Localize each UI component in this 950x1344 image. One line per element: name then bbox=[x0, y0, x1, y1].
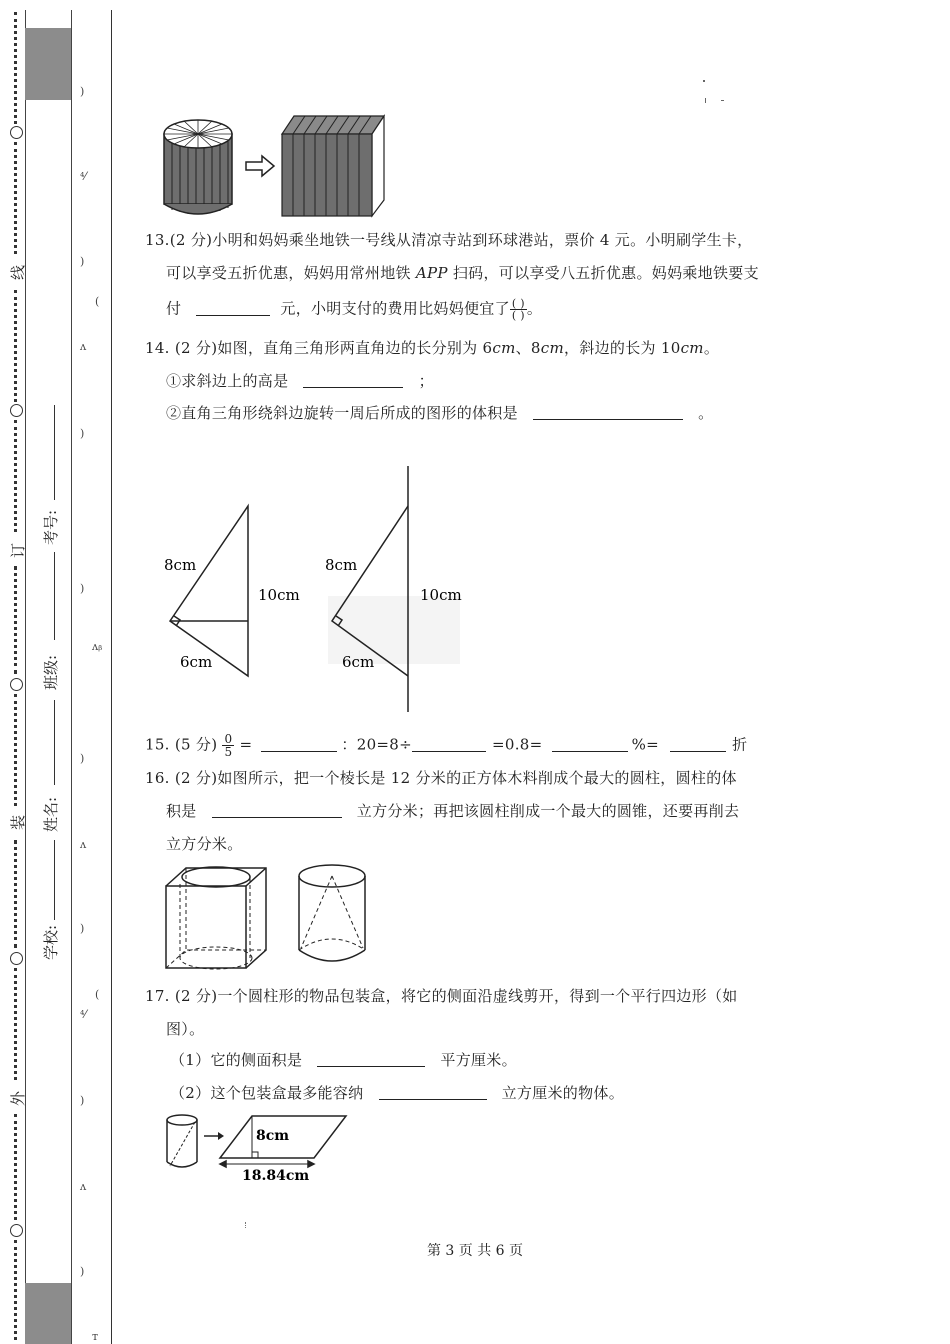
arrow-icon bbox=[204, 1132, 224, 1140]
label-height-8cm: 8cm bbox=[256, 1128, 290, 1144]
label-10cm-left: 10cm bbox=[258, 586, 300, 604]
question-15-line-1 bbox=[145, 733, 747, 758]
name-underline bbox=[54, 700, 55, 785]
binding-hole-circle bbox=[10, 952, 23, 965]
answer-blank[interactable] bbox=[261, 735, 337, 752]
label-10cm-right: 10cm bbox=[420, 586, 462, 604]
margin-mark: ) bbox=[80, 752, 85, 765]
question-13-line-3 bbox=[166, 298, 542, 321]
question-text: 积是 bbox=[166, 802, 197, 820]
question-17-line-2 bbox=[166, 1019, 204, 1039]
dotted-cut-line bbox=[14, 694, 23, 806]
scan-speck bbox=[705, 98, 706, 103]
exam-number-label: 考号: bbox=[42, 509, 60, 545]
margin-mark: ) bbox=[80, 582, 85, 595]
cylinder-rearrange-figure bbox=[162, 112, 388, 220]
question-14-line-1 bbox=[145, 338, 719, 358]
school-label: 学校: bbox=[42, 924, 60, 960]
name-label: 姓名: bbox=[42, 796, 60, 832]
margin-mark: ( bbox=[95, 988, 100, 1001]
question-14-part-2 bbox=[166, 403, 713, 423]
binding-label-bind: 装 bbox=[9, 814, 28, 831]
question-number: 14. bbox=[145, 339, 170, 357]
page-footer: 第 3 页 共 6 页 bbox=[426, 1243, 524, 1259]
margin-mark: ) bbox=[80, 85, 85, 98]
question-text: 平方厘米。 bbox=[440, 1051, 517, 1069]
label-6cm-right: 6cm bbox=[342, 653, 375, 671]
question-13-line-1 bbox=[145, 230, 752, 250]
question-text: 小明和妈妈乘坐地铁一号线从清凉寺站到环球港站，票价 4 元。小明刷学生卡， bbox=[212, 231, 753, 249]
margin-mark: ⁴⁄ bbox=[80, 170, 87, 183]
label-6cm-left: 6cm bbox=[180, 653, 213, 671]
rearranged-prism-icon bbox=[282, 116, 384, 216]
margin-mark: ) bbox=[80, 1265, 85, 1278]
scan-speck bbox=[245, 1222, 247, 1228]
question-number: 17. bbox=[145, 987, 170, 1005]
cube-with-cylinder bbox=[166, 867, 266, 969]
margin-mark: ) bbox=[80, 922, 85, 935]
margin-mark: ) bbox=[80, 427, 85, 440]
question-text: ②直角三角形绕斜边旋转一周后所成的图形的体积是 bbox=[166, 404, 518, 422]
label-base-18-84cm: 18.84cm bbox=[242, 1168, 310, 1184]
cube-cylinder-cone-figure bbox=[160, 862, 376, 974]
right-triangle-figure bbox=[160, 466, 470, 716]
margin-mark: ⁴⁄ bbox=[80, 1008, 87, 1021]
dotted-cut-line bbox=[14, 142, 23, 254]
question-text: 、8 bbox=[515, 339, 541, 357]
fraction-numerator: ( ) bbox=[511, 297, 525, 310]
question-13-line-2 bbox=[166, 263, 759, 283]
question-text: 图）。 bbox=[166, 1020, 205, 1038]
question-text: 立方厘米的物体。 bbox=[501, 1084, 625, 1102]
margin-mark: ( bbox=[95, 295, 100, 308]
question-text: ，斜边的长为 10 bbox=[564, 339, 681, 357]
answer-blank[interactable] bbox=[379, 1083, 487, 1100]
question-17-line-1 bbox=[145, 986, 738, 1006]
question-text: 付 bbox=[166, 299, 182, 318]
question-17-part-1 bbox=[170, 1050, 517, 1070]
class-underline bbox=[54, 552, 55, 640]
question-text: ①求斜边上的高是 bbox=[166, 372, 289, 390]
binding-label-line: 线 bbox=[9, 264, 28, 281]
margin-mark: ᴧ bbox=[80, 1180, 87, 1193]
fraction-blank[interactable] bbox=[510, 298, 527, 321]
question-16-line-1 bbox=[145, 768, 737, 788]
unit-text: cm bbox=[680, 339, 704, 357]
answer-blank[interactable] bbox=[412, 735, 486, 752]
question-text: 可以享受五折优惠，妈妈用常州地铁 bbox=[166, 264, 416, 282]
question-16-line-2 bbox=[166, 801, 739, 821]
question-text: 一个圆柱形的物品包装盒，将它的侧面沿虚线剪开，得到一个平行四边形（如 bbox=[217, 987, 738, 1005]
dotted-cut-line bbox=[14, 290, 23, 402]
question-16-line-3 bbox=[166, 834, 243, 854]
dotted-cut-line bbox=[14, 968, 23, 1080]
small-cylinder-icon bbox=[167, 1115, 197, 1167]
binding-hole-circle bbox=[10, 678, 23, 691]
triangle-with-axis bbox=[332, 466, 408, 712]
answer-blank[interactable] bbox=[533, 403, 683, 420]
question-score: (2 分) bbox=[174, 987, 218, 1005]
question-text: 如图，直角三角形两直角边的长分别为 6 bbox=[217, 339, 493, 357]
binding-rule bbox=[111, 10, 112, 1344]
question-text: ：20=8÷ bbox=[341, 735, 412, 754]
label-8cm-right: 8cm bbox=[325, 556, 358, 574]
question-score: (5 分) bbox=[174, 735, 218, 754]
question-text: =0.8= bbox=[492, 735, 543, 754]
scan-speck bbox=[703, 80, 705, 82]
question-score: (2 分) bbox=[169, 231, 213, 249]
answer-blank[interactable] bbox=[317, 1050, 425, 1067]
question-text: （2）这个包装盒最多能容纳 bbox=[170, 1084, 364, 1102]
label-8cm-left: 8cm bbox=[164, 556, 197, 574]
answer-blank[interactable] bbox=[212, 801, 342, 818]
triangle-with-height bbox=[170, 506, 248, 676]
binding-hole-circle bbox=[10, 1224, 23, 1237]
answer-blank[interactable] bbox=[196, 299, 270, 316]
margin-mark: ᴧ bbox=[80, 838, 87, 851]
question-text: （1）它的侧面积是 bbox=[170, 1051, 303, 1069]
question-number: 16. bbox=[145, 769, 170, 787]
question-text: 。 bbox=[703, 339, 720, 357]
binding-hole-circle bbox=[10, 404, 23, 417]
margin-mark: ) bbox=[80, 255, 85, 268]
binding-gray-block-bottom bbox=[25, 1283, 71, 1344]
school-underline bbox=[54, 840, 55, 920]
question-text: %= bbox=[631, 735, 659, 754]
margin-mark: ᴧ bbox=[80, 340, 87, 353]
fraction-denominator: 5 bbox=[224, 745, 233, 759]
exam-number-underline bbox=[54, 405, 55, 500]
arrow-icon bbox=[246, 156, 274, 176]
dotted-cut-line bbox=[14, 566, 23, 674]
question-text: 元，小明支付的费用比妈妈便宜了 bbox=[280, 299, 510, 318]
dotted-cut-line bbox=[14, 420, 23, 532]
binding-gray-block-top bbox=[25, 28, 71, 100]
question-text: 扫码，可以享受八五折优惠。妈妈乘地铁要支 bbox=[447, 264, 759, 282]
question-number: 13. bbox=[145, 231, 170, 249]
cylinder-unrolled-figure bbox=[160, 1110, 350, 1186]
answer-blank[interactable] bbox=[303, 371, 403, 388]
answer-blank[interactable] bbox=[670, 735, 726, 752]
app-term: APP bbox=[415, 264, 448, 282]
dotted-cut-line bbox=[14, 840, 23, 948]
question-text: 。 bbox=[526, 299, 543, 318]
dotted-cut-line bbox=[14, 1114, 23, 1220]
class-label: 班级: bbox=[42, 654, 60, 690]
question-text: 折 bbox=[732, 735, 748, 754]
question-text: 立方分米。 bbox=[166, 835, 243, 853]
unit-text: cm bbox=[540, 339, 565, 357]
question-score: (2 分) bbox=[174, 769, 218, 787]
margin-mark: ᴧᵦ bbox=[92, 640, 103, 653]
question-number: 15. bbox=[145, 735, 170, 754]
question-text: 如图所示，把一个棱长是 12 分米的正方体木料削成个最大的圆柱，圆柱的体 bbox=[217, 769, 737, 787]
question-text: = bbox=[239, 735, 253, 754]
fraction bbox=[222, 733, 234, 758]
question-score: (2 分) bbox=[174, 339, 218, 357]
question-text: ； bbox=[418, 372, 434, 390]
cylinder-with-cone bbox=[299, 865, 365, 961]
fraction-numerator: 0 bbox=[224, 732, 233, 746]
unit-text: cm bbox=[492, 339, 516, 357]
answer-blank[interactable] bbox=[552, 735, 628, 752]
margin-mark: ᴛ bbox=[92, 1330, 99, 1343]
fraction-denominator: ( ) bbox=[511, 309, 525, 322]
scan-speck bbox=[721, 100, 724, 101]
binding-label-outer: 外 bbox=[9, 1090, 28, 1107]
cut-cylinder-icon bbox=[164, 120, 232, 214]
dotted-cut-line bbox=[14, 12, 23, 124]
binding-label-order: 订 bbox=[9, 542, 28, 559]
binding-hole-circle bbox=[10, 126, 23, 139]
question-14-part-1 bbox=[166, 371, 434, 391]
question-text: 立方分米；再把该圆柱削成一个最大的圆锥，还要再削去 bbox=[356, 802, 740, 820]
question-text: 。 bbox=[698, 404, 714, 422]
question-17-part-2 bbox=[170, 1083, 624, 1103]
margin-mark: ) bbox=[80, 1094, 85, 1107]
